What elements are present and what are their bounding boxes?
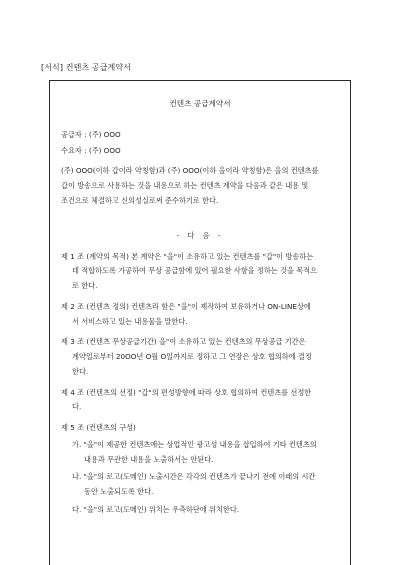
- article-3-heading: 제 3 조 (컨텐츠 무상공급기간) 을"이 소유하고 있는 컨텐츠의 무상공급 기간은: [61, 337, 306, 346]
- sub-item-na: 나. "을"의 로고(도메인) 노출시간은 각각의 컨텐츠가 끝나기 전에 이래의 시간: [72, 472, 316, 481]
- intro-line: (주) OOO(이하 갑이라 약칭함)과 (주) OOO(이하 을이라 약칭함)은 을의 컨텐츠를: [61, 166, 319, 175]
- article-5-heading: 제 5 조 (컨텐츠의 구성): [61, 423, 136, 432]
- article-4-heading: 제 4 조 (컨텐츠의 선정) "갑"의 편성방향에 따라 상호 협의하여 컨텐츠를 선정한: [61, 388, 312, 397]
- sub-item-na-text: 동안 노출되도록 한다.: [84, 487, 154, 496]
- article-1-heading: 제 1 조 (계약의 목적) 본 계약은 "을"이 소유하고 있는 컨텐츠를 "갑"이 방송하는: [61, 252, 314, 261]
- intro-line: 갑이 방송으로 사용하는 것을 내용으로 하는 컨텐츠 계약을 다음과 같은 내용 및: [61, 181, 309, 190]
- supplier-line: 공급자 : (주) OOO: [61, 130, 121, 139]
- sub-item-ga-text: 내용과 무관한 내용을 노출하서는 안된다.: [84, 455, 214, 464]
- intro-line: 조건으로 체결하고 신의성실로써 준수하기로 한다.: [61, 196, 219, 205]
- article-1-text: 데 적합하도록 가공하여 무상 공급함에 있어 필요한 사항을 정하는 것을 목적으: [72, 266, 318, 275]
- article-3-text: 계약일로부터 20OO년 O월 O일까지로 정하고 그 연장은 상호 협의하에 결정: [72, 352, 312, 361]
- article-3-text: 한다.: [72, 367, 89, 376]
- recipient-line: 수요자 : (주) OOO: [61, 146, 121, 155]
- article-2-heading: 제 2 조 (컨텐츠 정의) 컨텐츠라 함은 "을"이 제작하여 보유하거나 ON-LINE상에: [61, 302, 311, 311]
- sub-item-ga: 가. "을"이 제공한 컨텐츠에는 상업적인 광고성 내용을 삽입하여 기타 컨텐츠의: [72, 440, 317, 449]
- article-2-text: 서 서비스하고 있는 내용물을 말한다.: [72, 317, 188, 326]
- article-4-text: 다.: [72, 402, 82, 411]
- sub-item-da: 다. "을"의 로고(도메인) 위치는 우측하단에 위치한다.: [72, 505, 240, 514]
- document-title: 컨텐츠 공급계약서: [169, 99, 231, 108]
- form-label: [서식] 컨텐츠 공급계약서: [41, 63, 132, 72]
- article-1-text: 로 한다.: [72, 281, 98, 290]
- heading-da-eum: - 다 음 -: [176, 231, 224, 240]
